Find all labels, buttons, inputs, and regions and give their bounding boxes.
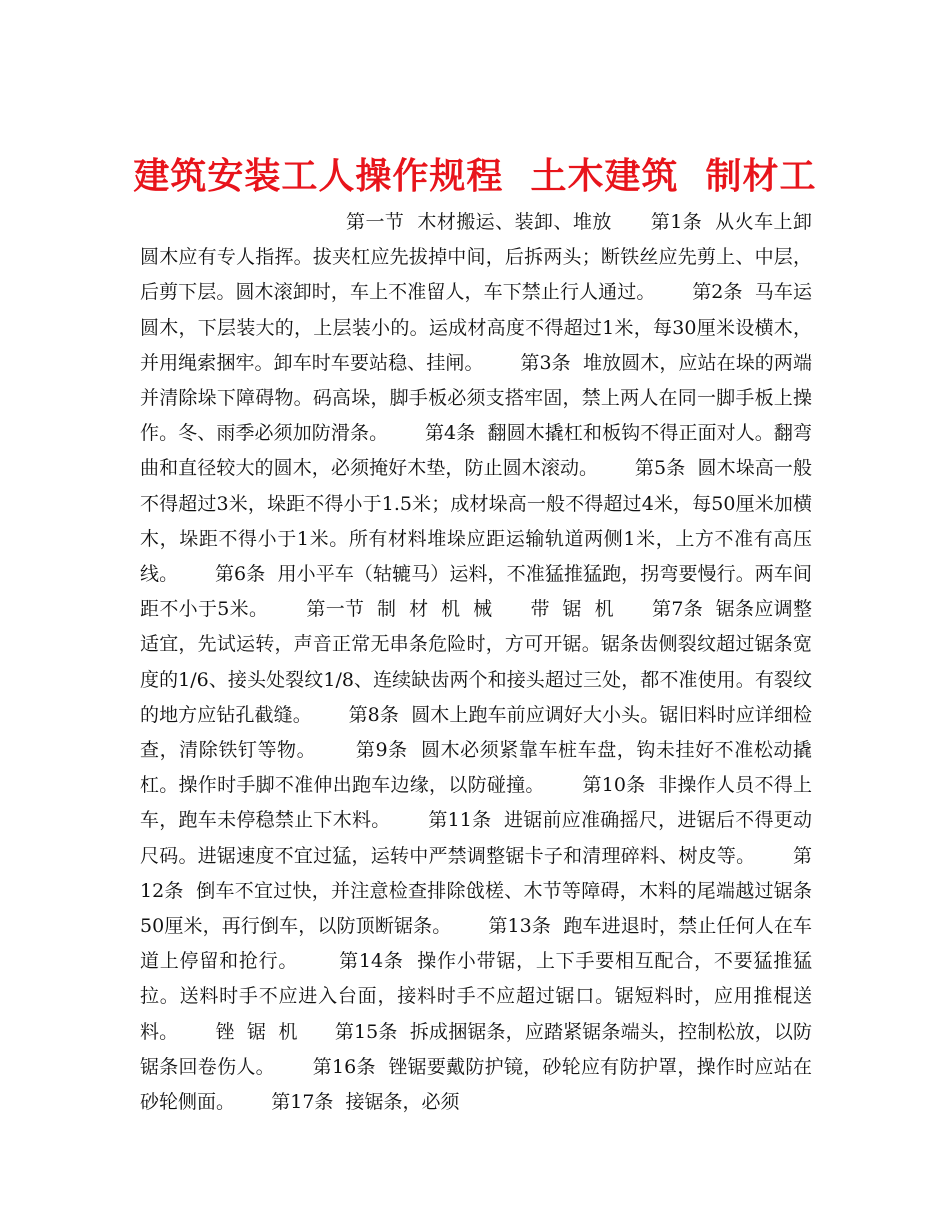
document-title: 建筑安装工人操作规程 土木建筑 制材工 <box>133 155 817 198</box>
document-body-text: 第一节 木材搬运、装卸、堆放 第1条 从火车上卸圆木应有专人指挥。拔夹杠应先拔掉中间，后拆两头；断铁丝应先剪上、中层，后剪下层。圆木滚卸时，车上不准留人，车下禁止行人通过。 第2条 马车运圆木，下层装大的，上层装小的。运成材高度不得超过1米，每30厘米设横木，并用绳索捆牢。卸车时车要站稳、挂闸。 第3条 堆放圆木，应站在垛的两端并清除垛下障碍物。码高垛，脚手板必须支搭牢固，禁上两人在同一脚手板上操作。冬、雨季必须加防滑条。 第4条 翻圆木撬杠和板钩不得正面对人。翻弯曲和直径较大的圆木，必须掩好木垫，防止圆木滚动。 第5条 圆木垛高一般不得超过3米，垛距不得小于1.5米；成材垛高一般不得超过4米，每50厘米加横木，垛距不得小于1米。所有材料堆垛应距运输轨道两侧1米，上方不准有高压线。 第6条 用小平车（轱辘马）运料，不准猛推猛跑，拐弯要慢行。两车间距不小于5米。 第一节 制 材 机 械 带 锯 机 第7条 锯条应调整适宜，先试运转，声音正常无串条危险时，方可开锯。锯条齿侧裂纹超过锯条宽度的1/6、接头处裂纹1/8、连续缺齿两个和接头超过三处，都不准使用。有裂纹的地方应钻孔截缝。 第8条 圆木上跑车前应调好大小头。锯旧料时应详细检查，清除铁钉等物。 第9条 圆木必须紧靠车桩车盘，钩未挂好不准松动撬杠。操作时手脚不准伸出跑车边缘，以防碰撞。 第10条 非操作人员不得上车，跑车未停稳禁止下木料。 第11条 进锯前应准确摇尺，进锯后不得更动尺码。进锯速度不宜过猛，运转中严禁调整锯卡子和清理碎料、树皮等。 第12条 倒车不宜过快，并注意检查排除戗槎、木节等障碍，木料的尾端越过锯条50厘米，再行倒车，以防顶断锯条。 第13条 跑车进退时，禁止任何人在车道上停留和抢行。 第14条 操作小带锯，上下手要相互配合，不要猛推猛拉。送料时手不应进入台面，接料时手不应超过锯口。锯短料时，应用推棍送料。 锉 锯 机 第15条 拆成捆锯条，应踏紧锯条端头，控制松放，以防锯条回卷伤人。 第16条 锉锯要戴防护镜，砂轮应有防护罩，操作时应站在砂轮侧面。 第17条 接锯条，必须 <box>140 211 812 1114</box>
